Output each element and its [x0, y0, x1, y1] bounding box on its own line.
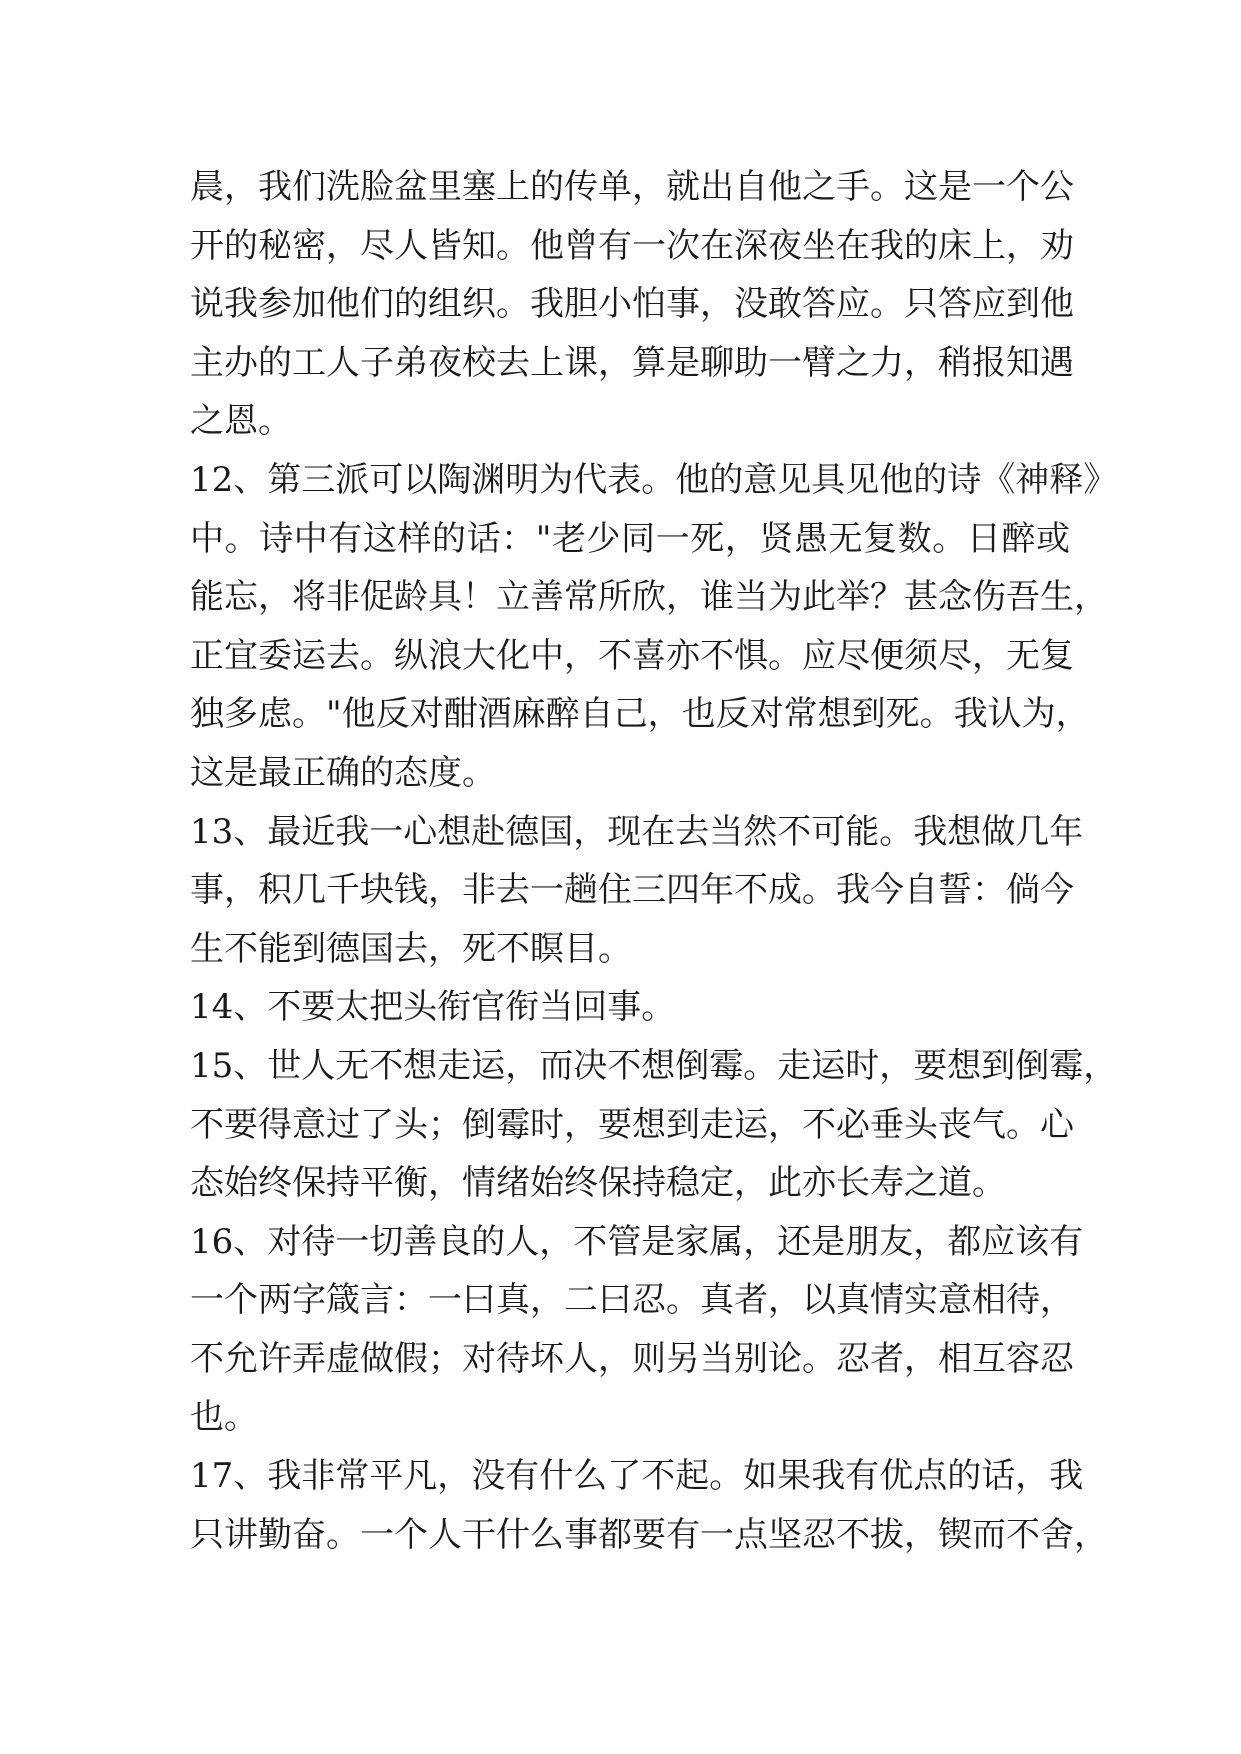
text-line: 事，积几千块钱，非去一趟住三四年不成。我今自誓：倘今	[190, 870, 1074, 911]
text-line: 开的秘密，尽人皆知。他曾有一次在深夜坐在我的床上，劝	[190, 225, 1074, 266]
text-line: 不要得意过了头；倒霉时，要想到走运，不必垂头丧气。心	[190, 1104, 1074, 1145]
text-line: 12、第三派可以陶渊明为代表。他的意见具见他的诗《神释》	[190, 459, 1118, 500]
text-line: 也。	[190, 1397, 258, 1438]
text-line: 主办的工人子弟夜校去上课，算是聊助一臂之力，稍报知遇	[190, 342, 1074, 383]
text-line: 13、最近我一心想赴德国，现在去当然不可能。我想做几年	[190, 811, 1084, 852]
text-line: 态始终保持平衡，情绪始终保持稳定，此亦长寿之道。	[190, 1163, 1006, 1204]
text-line: 不允许弄虚做假；对待坏人，则另当别论。忍者，相互容忍	[190, 1338, 1074, 1379]
text-line: 只讲勤奋。一个人干什么事都要有一点坚忍不拔，锲而不舍，	[190, 1514, 1108, 1555]
text-line: 之恩。	[190, 401, 292, 442]
text-line: 生不能到德国去，死不瞑目。	[190, 928, 632, 969]
text-line: 能忘，将非促龄具！立善常所欣，谁当为此举？甚念伤吾生，	[190, 577, 1108, 618]
text-line: 晨，我们洗脸盆里塞上的传单，就出自他之手。这是一个公	[190, 167, 1074, 207]
text-line: 17、我非常平凡，没有什么了不起。如果我有优点的话，我	[190, 1456, 1084, 1497]
text-line: 一个两字箴言：一曰真，二曰忍。真者，以真情实意相待，	[190, 1280, 1074, 1321]
text-line: 中。诗中有这样的话："老少同一死，贤愚无复数。日醉或	[190, 518, 1070, 559]
text-line: 这是最正确的态度。	[190, 752, 496, 793]
text-line: 正宜委运去。纵浪大化中，不喜亦不惧。应尽便须尽，无复	[190, 635, 1074, 676]
text-line: 16、对待一切善良的人，不管是家属，还是朋友，都应该有	[190, 1221, 1084, 1262]
document-body	[190, 158, 1118, 1564]
text-line: 14、不要太把头衔官衔当回事。	[190, 987, 676, 1028]
text-line: 说我参加他们的组织。我胆小怕事，没敢答应。只答应到他	[190, 284, 1074, 325]
text-line: 独多虑。"他反对酣酒麻醉自己，也反对常想到死。我认为，	[190, 694, 1090, 735]
text-line: 15、世人无不想走运，而决不想倒霉。走运时，要想到倒霉，	[190, 1045, 1118, 1086]
